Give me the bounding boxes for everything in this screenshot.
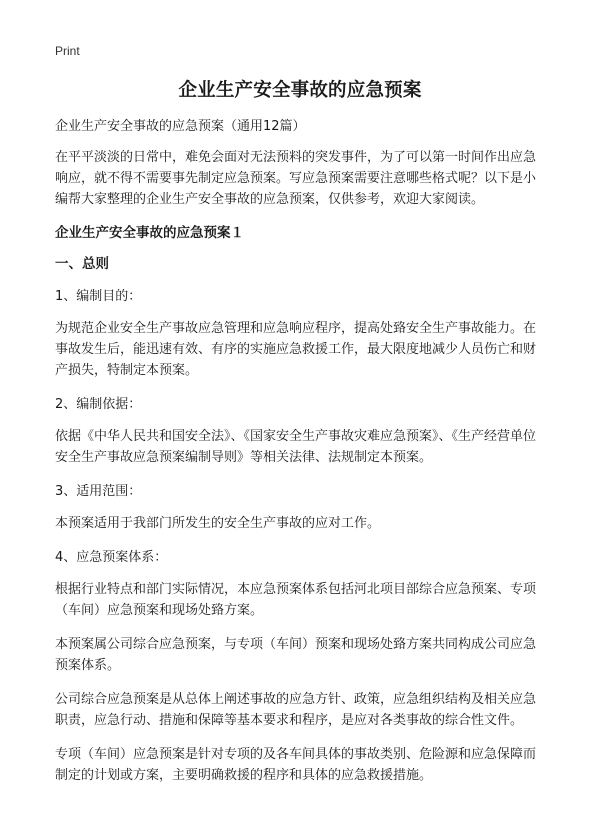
document-subtitle: 企业生产安全事故的应急预案（通用12篇） bbox=[55, 119, 306, 134]
item-heading-purpose: 1、编制目的： bbox=[55, 289, 142, 304]
document-title: 企业生产安全事故的应急预案 bbox=[178, 80, 422, 101]
section-heading: 企业生产安全事故的应急预案１ bbox=[55, 225, 244, 241]
item-text-system-1: 根据行业特点和部门实际情况，本应急预案体系包括河北项目部综合应急预案、专项（车间）应急预案和现场处臵方案。 bbox=[55, 582, 537, 618]
item-heading-basis: 2、编制依据： bbox=[55, 397, 142, 412]
item-heading-scope: 3、适用范围： bbox=[55, 484, 142, 499]
intro-paragraph: 在平平淡淡的日常中，难免会面对无法预料的突发事件，为了可以第一时间作出应急响应，就不得不需要事先制定应急预案。写应急预案需要注意哪些格式呢？以下是小编帮大家整理的企业生产安全事故的应急预案，仅供参考，欢迎大家阅读。 bbox=[55, 150, 537, 207]
document-body bbox=[55, 116, 545, 799]
item-text-system-2: 本预案属公司综合应急预案，与专项（车间）预案和现场处臵方案共同构成公司应急预案体系。 bbox=[55, 637, 537, 673]
item-heading-system: 4、应急预案体系： bbox=[55, 550, 168, 565]
item-text-basis: 依据《中华人民共和国安全法》、《国家安全生产事故灾难应急预案》、《生产经营单位安全生产事故应急预案编制导则》等相关法律、法规制定本预案。 bbox=[55, 429, 537, 465]
item-text-scope: 本预案适用于我部门所发生的安全生产事故的应对工作。 bbox=[55, 516, 381, 531]
part-heading: 一、总则 bbox=[55, 256, 109, 272]
print-link[interactable]: Print bbox=[55, 44, 80, 58]
item-text-purpose: 为规范企业安全生产事故应急管理和应急响应程序，提高处臵安全生产事故能力。在事故发生后，能迅速有效、有序的实施应急救援工作，最大限度地减少人员伤亡和财产损失，特制定本预案。 bbox=[55, 321, 537, 378]
item-text-system-3: 公司综合应急预案是从总体上阐述事故的应急方针、政策，应急组织结构及相关应急职责，应急行动、措施和保障等基本要求和程序，是应对各类事故的综合性文件。 bbox=[55, 692, 537, 728]
item-text-system-4: 专项（车间）应急预案是针对专项的及各车间具体的事故类别、危险源和应急保障而制定的计划或方案，主要明确救援的程序和具体的应急救援措施。 bbox=[55, 747, 537, 783]
